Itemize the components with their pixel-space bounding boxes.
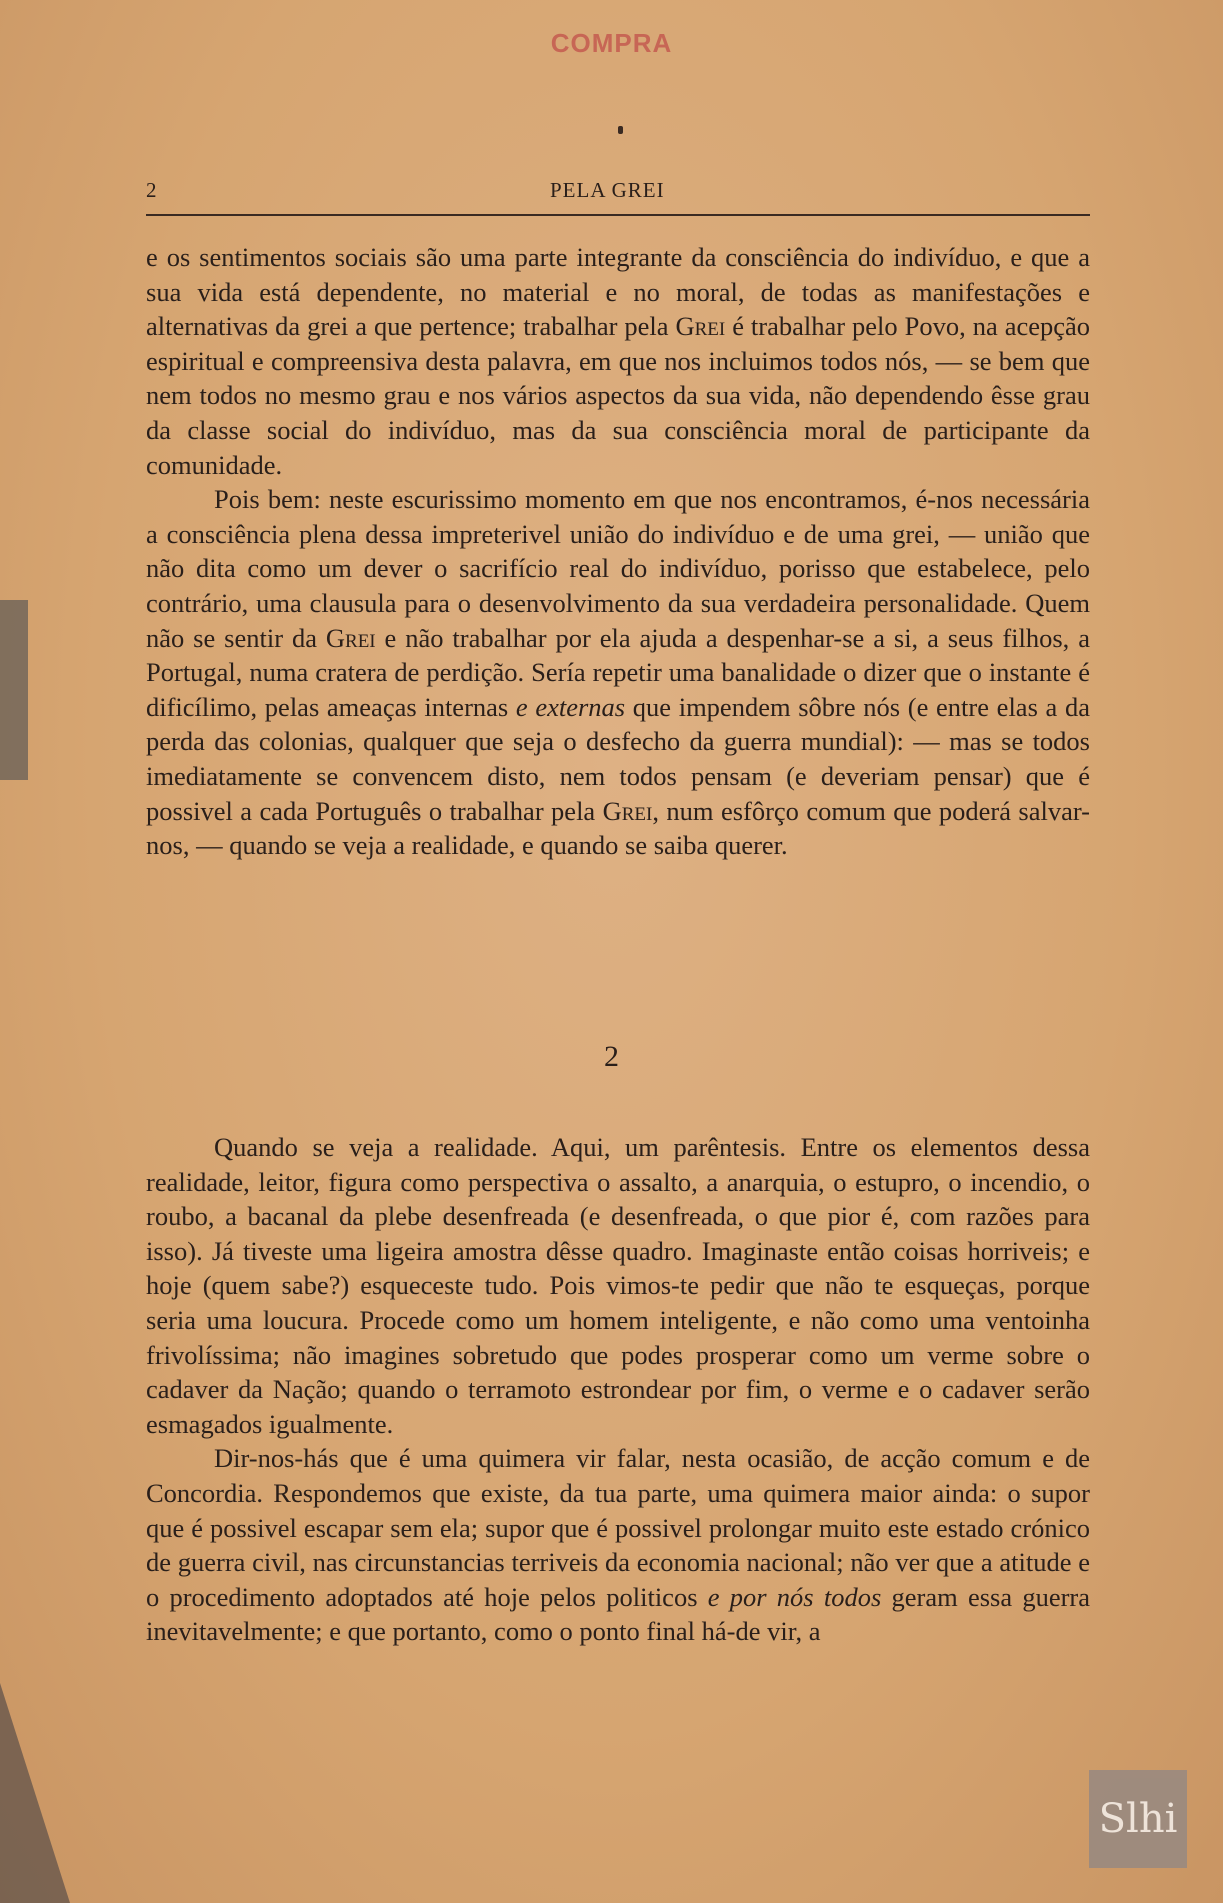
running-title: PELA GREI [550,178,665,202]
text-run: Pois bem: neste escurissimo momento em que nos encontramos, é-nos necessária a consciência plena dessa impreterivel união do indivíduo e de uma grei, — união que não dita como um dever o sacrifício real do indivíduo, porisso que estabelece, pelo contrário, uma clausula para o desenvolvimento da sua verdadeira personalidade. Quem não se sentir da [146,484,1090,653]
text-run: Dir-nos-hás que é uma quimera vir falar, nesta ocasião, de acção comum e de Concordia. Respondemos que existe, da tua parte, uma quimera maior ainda: o supor que é possivel escapar sem ela; supor que é possivel prolongar muito este estado crónico de guerra civil, nas circunstancias terriveis da economia nacional; não ver que a atitude e o procedimento adoptados até hoje pelos politicos [146,1443,1090,1612]
small-caps-word: Grei [602,795,653,826]
text-run: e os sentimentos sociais são uma parte integrante da consciência do indivíduo, e que a sua vida está dependente, no material e no moral, de todas as manifestações e alternativas da grei a que pertence; trabalhar pela [146,242,1090,342]
page-number: 2 [146,178,157,202]
library-logo: Slhi [1089,1770,1187,1868]
page-header [146,178,1090,216]
section-number: 2 [604,1040,619,1073]
ink-mark [618,126,623,134]
text-run: , num esfôrço comum que poderá salvar-nos, — quando se veja a realidade, e quando se saiba querer. [146,795,1091,861]
compra-stamp: COMPRA [550,28,673,58]
text-run: Quando se veja a realidade. Aqui, um parêntesis. Entre os elementos dessa realidade, leitor, figura como perspectiva o assalto, a anarquia, o estupro, o incendio, o roubo, a bacanal da plebe desenfreada (e desenfreada, o que pior é, com razões para isso). Já tiveste uma ligeira amostra dêsse quadro. Imaginaste então coisas horriveis; e hoje (quem sabe?) esqueceste tudo. Pois vimos-te pedir que não te esqueças, porque seria uma loucura. Procede como um homem inteligente, e não como uma ventoinha frivolíssima; não imagines sobretudo que podes prosperar como um verme sobre o cadaver da Nação; quando o terramoto estrondear por fim, o verme e o cadaver serão esmagados igualmente. [146,1132,1090,1439]
italic-text: e por nós todos [707,1581,882,1612]
body-text-bottom [146,1130,1090,1649]
text-run: geram essa guerra inevitavelmente; e que portanto, como o ponto final há-de vir, a [146,1581,1090,1647]
torn-corner [0,1683,70,1903]
small-caps-word: Grei [325,622,376,653]
body-text-top [146,240,1090,863]
text-run: é trabalhar pelo Povo, na acepção espiritual e compreensiva desta palavra, em que nos incluimos todos nós, — se bem que nem todos no mesmo grau e nos vários aspectos da sua vida, não dependendo êsse grau da classe social do indivíduo, mas da sua consciência moral de participante da comunidade. [146,311,1091,480]
page-edge-shadow [0,600,28,780]
italic-text: e externas [515,691,626,722]
paragraph [146,240,1090,482]
text-run: e não trabalhar por ela ajuda a despenhar-se a si, a seus filhos, a Portugal, numa cratera de perdição. Sería repetir uma banalidade o dizer que o instante é dificílimo, pelas ameaças internas [146,622,1090,722]
paragraph [146,1130,1090,1441]
small-caps-word: Grei [675,311,726,342]
paragraph [146,482,1090,863]
paragraph [146,1441,1090,1649]
text-run: que impendem sôbre nós (e entre elas a da perda das colonias, qualquer que seja o desfecho da guerra mundial): — mas se todos imediatamente se convencem disto, nem todos pensam (e deveriam pensar) que é possivel a cada Português o trabalhar pela [146,691,1090,826]
